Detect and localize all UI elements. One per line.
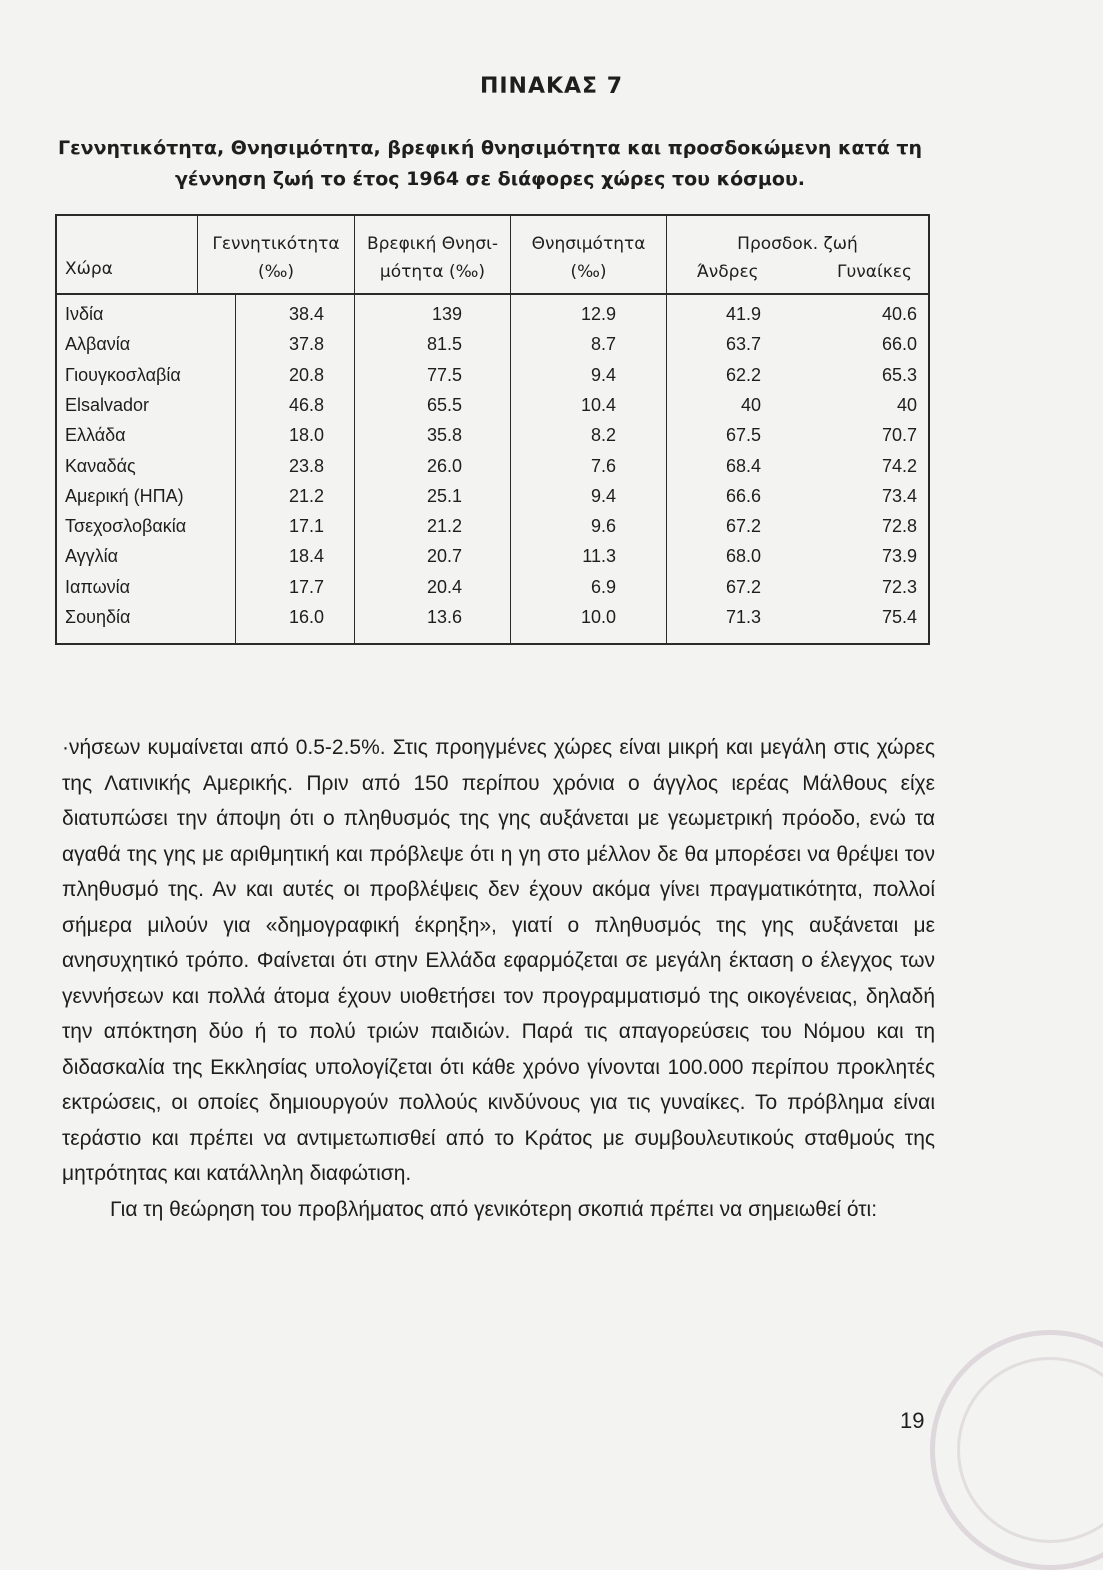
cell-country: Αμερική (ΗΠΑ) (65, 485, 184, 506)
cell-country: Elsalvador (65, 394, 150, 415)
cell-mortality: 8.2 (590, 425, 616, 446)
cell-mortality: 7.6 (590, 455, 616, 476)
cell-infant: 35.8 (426, 425, 462, 446)
subtitle-line-1: Γεννητικότητα, Θνησιμότητα, βρεφική θνησιμότητα και προσδοκώμενη κατά τη (57, 137, 923, 159)
cell-mortality: 9.4 (590, 485, 616, 506)
cell-country: Αγγλία (65, 546, 119, 567)
table-title: ΠΙΝΑΚΑΣ 7 (479, 74, 624, 99)
cell-country: Γιουγκοσλαβία (65, 364, 181, 385)
cell-birth: 16.0 (288, 607, 324, 627)
cell-mortality: 6.9 (590, 576, 616, 597)
cell-women: 73.9 (881, 546, 917, 567)
cell-country: Σουηδία (65, 607, 131, 627)
cell-men: 63.7 (725, 334, 761, 355)
table-subtitle (50, 133, 930, 195)
cell-birth: 38.4 (288, 304, 324, 324)
header-mortality: Θνησιμότητα (531, 234, 646, 254)
cell-men: 68.0 (725, 546, 761, 567)
subtitle-line-2: γέννηση ζωή το έτος 1964 σε διάφορες χώρες του κόσμου. (174, 168, 805, 190)
cell-men: 62.2 (725, 364, 761, 385)
cell-men: 41.9 (725, 304, 761, 324)
cell-mortality: 10.0 (580, 607, 616, 627)
header-country: Χώρα (65, 259, 113, 279)
statistics-table (55, 214, 930, 645)
cell-infant: 65.5 (426, 394, 462, 415)
cell-birth: 18.4 (288, 546, 324, 567)
col-divider (197, 216, 198, 295)
cell-men: 40 (740, 394, 761, 415)
cell-men: 71.3 (725, 607, 761, 627)
col-divider (666, 216, 667, 645)
cell-country: Καναδάς (65, 455, 136, 476)
cell-women: 75.4 (881, 607, 917, 627)
cell-men: 67.2 (725, 516, 761, 537)
header-men: Άνδρες (697, 262, 759, 282)
cell-women: 65.3 (881, 364, 917, 385)
cell-infant: 139 (431, 304, 462, 324)
cell-men: 66.6 (725, 485, 761, 506)
cell-country: Ελλάδα (65, 425, 126, 446)
header-mortality-unit: (‰) (570, 262, 607, 282)
header-divider (57, 293, 928, 295)
cell-birth: 37.8 (288, 334, 324, 355)
header-women: Γυναίκες (837, 262, 912, 282)
cell-women: 40.6 (881, 304, 917, 324)
cell-women: 74.2 (881, 455, 917, 476)
cell-women: 72.3 (881, 576, 917, 597)
header-infant-mortality-unit: μότητα (‰) (379, 262, 486, 282)
header-life-expectancy: Προσδοκ. ζωή (737, 234, 858, 254)
cell-women: 66.0 (881, 334, 917, 355)
cell-women: 40 (896, 394, 917, 415)
paragraph: Για τη θεώρηση του προβλήματος από γενικότερη σκοπιά πρέπει να σημειωθεί ότι: (110, 1197, 878, 1221)
cell-mortality: 9.6 (590, 516, 616, 537)
cell-women: 72.8 (881, 516, 917, 537)
cell-infant: 26.0 (426, 455, 462, 476)
cell-birth: 21.2 (288, 485, 324, 506)
cell-men: 67.2 (725, 576, 761, 597)
header-birth-rate-unit: (‰) (257, 262, 295, 282)
cell-birth: 17.1 (288, 516, 324, 537)
cell-mortality: 8.7 (590, 334, 616, 355)
cell-men: 67.5 (725, 425, 761, 446)
cell-birth: 17.7 (288, 576, 324, 597)
cell-men: 68.4 (725, 455, 761, 476)
cell-country: Ινδία (65, 304, 104, 324)
cell-infant: 13.6 (426, 607, 462, 627)
cell-infant: 20.7 (426, 546, 462, 567)
paragraph: ·νήσεων κυμαίνεται από 0.5-2.5%. Στις προηγμένες χώρες είναι μικρή και μεγάλη στις χώρες της Λατινικής Αμερικής. Πριν από 150 περίπου χρόνια ο άγγλος ιερέας Μάλθους είχε διατυπώσει την άποψη ότι ο πληθυσμός της γης αυξάνεται με γεωμετρική πρόοδο, ενώ τα αγαθά της γης με αριθμητική και πρόβλεψε ότι η γη στο μέλλον δε θα μπορέσει να θρέψει τον πληθυσμό της. Αν και αυτές οι προβλέψεις δεν έχουν ακόμα γίνει πραγματικότητα, πολλοί σήμερα μιλούν για «δημογραφική έκρηξη», γιατί ο πληθυσμός της γης αυξάνεται με ανησυχητικό τρόπο. Φαίνεται ότι στην Ελλάδα εφαρμόζεται σε μεγάλη έκταση ο έλεγχος των γεννήσεων και πολλά άτομα έχουν υιοθετήσει τον προγραμματισμό της οικογένειας, δηλαδή την απόκτηση δύο ή το πολύ τριών παιδιών. Παρά τις απαγορεύσεις του Νόμου και τη διδασκαλία της Εκκλησίας υπολογίζεται ότι κάθε χρόνο γίνονται 100.000 περίπου προκλητές εκτρώσεις, οι οποίες δημιουργούν πολλούς κινδύνους για τις γυναίκες. Το πρόβλημα είναι τεράστιο και πρέπει να αντιμετωπισθεί από το Κράτος με συμβουλευτικούς σταθμούς της μητρότητας και κατάλληλη διαφώτιση. (62, 736, 935, 1185)
cell-birth: 20.8 (288, 364, 324, 385)
cell-women: 70.7 (881, 425, 917, 446)
cell-mortality: 10.4 (580, 394, 616, 415)
cell-country: Ιαπωνία (65, 576, 131, 597)
cell-mortality: 11.3 (582, 546, 616, 567)
cell-infant: 77.5 (426, 364, 462, 385)
body-text (62, 730, 935, 1227)
cell-mortality: 9.4 (590, 364, 616, 385)
cell-infant: 81.5 (426, 334, 462, 355)
cell-country: Τσεχοσλοβακία (65, 516, 187, 537)
col-divider (235, 295, 236, 645)
cell-country: Αλβανία (65, 334, 131, 355)
cell-birth: 23.8 (288, 455, 324, 476)
page-number: 19 (900, 1408, 925, 1433)
header-infant-mortality: Βρεφική Θνησι- (366, 234, 499, 254)
header-birth-rate: Γεννητικότητα (212, 234, 340, 254)
cell-birth: 46.8 (288, 394, 324, 415)
cell-infant: 21.2 (426, 516, 462, 537)
library-stamp (930, 1330, 1103, 1570)
cell-mortality: 12.9 (580, 304, 616, 324)
cell-infant: 25.1 (426, 485, 462, 506)
cell-infant: 20.4 (426, 576, 462, 597)
cell-women: 73.4 (881, 485, 917, 506)
cell-birth: 18.0 (288, 425, 324, 446)
